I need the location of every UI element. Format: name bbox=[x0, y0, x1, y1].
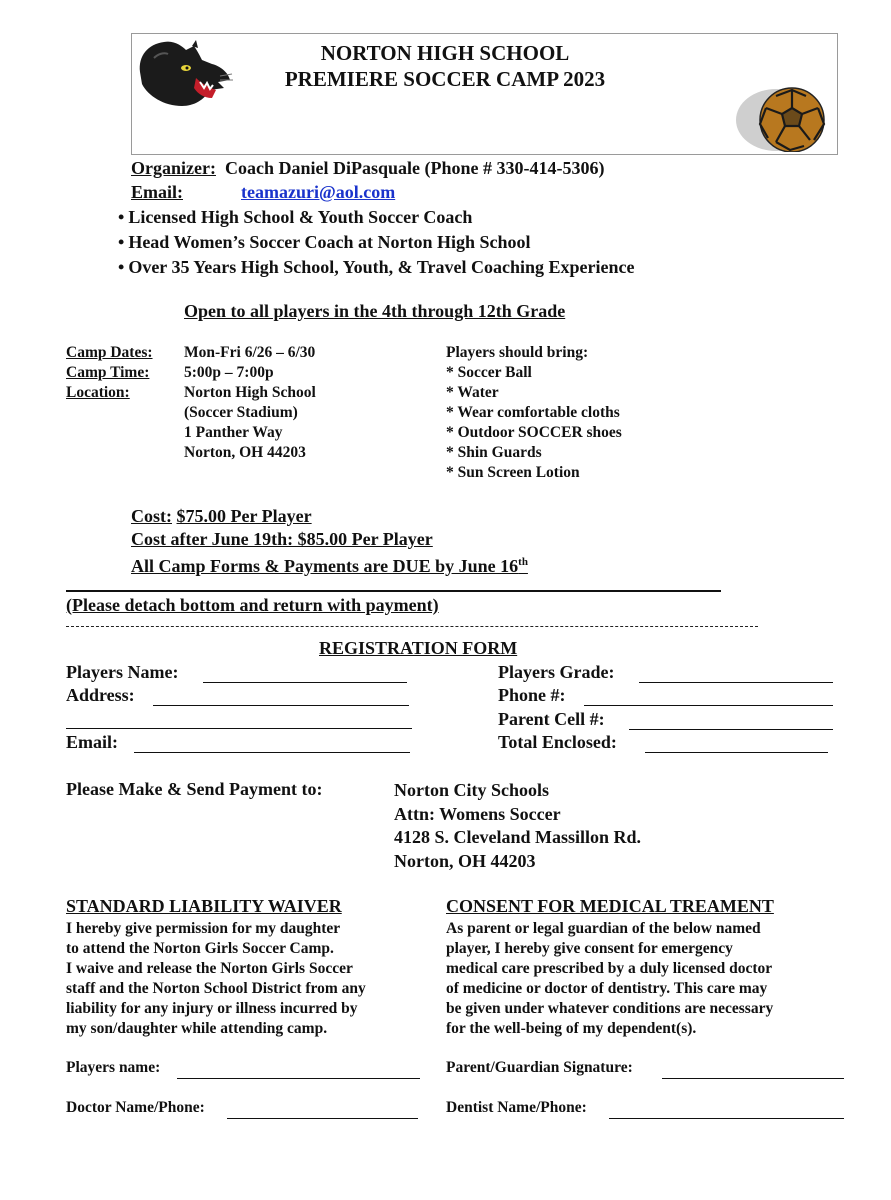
bring-list bbox=[446, 343, 622, 483]
parent-cell-label: Parent Cell #: bbox=[498, 709, 605, 729]
list-item: * Outdoor SOCCER shoes bbox=[446, 424, 622, 441]
address-field[interactable] bbox=[153, 691, 409, 706]
credentials-list bbox=[118, 205, 634, 280]
waiver-players-name-label: Players name: bbox=[66, 1059, 161, 1076]
email-link[interactable] bbox=[241, 182, 395, 203]
doctor-field[interactable] bbox=[227, 1104, 418, 1119]
players-name-label: Players Name: bbox=[66, 662, 179, 682]
camp-labels bbox=[66, 343, 153, 403]
due-text: All Camp Forms & Payments are DUE by June 16 bbox=[131, 556, 519, 576]
payment-label: Please Make & Send Payment to: bbox=[66, 779, 323, 799]
players-grade-field[interactable] bbox=[639, 668, 833, 683]
waiver-players-name-field[interactable] bbox=[177, 1064, 420, 1079]
organizer-value: Coach Daniel DiPasquale (Phone # 330-414-5306) bbox=[224, 158, 605, 178]
open-to-text: Open to all players in the 4th through 12th Grade bbox=[184, 301, 566, 321]
cost-block bbox=[131, 505, 528, 578]
bring-heading: Players should bring: bbox=[446, 344, 589, 361]
title-line-2: PREMIERE SOCCER CAMP 2023 bbox=[284, 67, 606, 91]
waiver-line: staff and the Norton School District from any bbox=[66, 980, 366, 997]
location-line: 1 Panther Way bbox=[184, 424, 283, 441]
consent-line: for the well-being of my dependent(s). bbox=[446, 1020, 697, 1037]
parent-cell-field[interactable] bbox=[629, 715, 833, 730]
payment-address bbox=[394, 779, 641, 873]
list-item: * Shin Guards bbox=[446, 444, 542, 461]
consent-text bbox=[446, 919, 773, 1039]
total-field[interactable] bbox=[645, 738, 828, 753]
email-row bbox=[131, 182, 183, 203]
location-line: (Soccer Stadium) bbox=[184, 404, 298, 421]
waiver-line: I hereby give permission for my daughter bbox=[66, 920, 341, 937]
dentist-field[interactable] bbox=[609, 1104, 844, 1119]
late-cost: Cost after June 19th: $85.00 Per Player bbox=[131, 529, 433, 549]
list-item: * Sun Screen Lotion bbox=[446, 464, 580, 481]
waiver-line: liability for any injury or illness incurred by bbox=[66, 1000, 358, 1017]
location-line: Norton, OH 44203 bbox=[184, 444, 306, 461]
list-item: * Water bbox=[446, 384, 499, 401]
email-form-label: Email: bbox=[66, 732, 118, 752]
cost-label: Cost: bbox=[131, 506, 172, 526]
cost-value: $75.00 Per Player bbox=[176, 506, 312, 526]
cost-row bbox=[131, 505, 528, 528]
guardian-signature-field[interactable] bbox=[662, 1064, 844, 1079]
panther-head-icon bbox=[134, 38, 234, 110]
address-label: Address: bbox=[66, 685, 135, 705]
camp-time-label: Camp Time: bbox=[66, 364, 150, 381]
list-item: • Head Women’s Soccer Coach at Norton High School bbox=[118, 230, 634, 255]
due-sup: th bbox=[518, 556, 528, 568]
waiver-text bbox=[66, 919, 366, 1039]
consent-line: be given under whatever conditions are necessary bbox=[446, 1000, 774, 1017]
phone-field[interactable] bbox=[584, 691, 833, 706]
waiver-line: my son/daughter while attending camp. bbox=[66, 1020, 328, 1037]
email-field[interactable] bbox=[134, 738, 410, 753]
organizer-row bbox=[131, 158, 604, 179]
list-item: • Licensed High School & Youth Soccer Coach bbox=[118, 205, 634, 230]
consent-line: medical care prescribed by a duly licensed doctor bbox=[446, 960, 773, 977]
payment-line: Norton, OH 44203 bbox=[394, 850, 536, 871]
payment-line: Norton City Schools bbox=[394, 780, 550, 800]
doctor-label: Doctor Name/Phone: bbox=[66, 1099, 205, 1116]
waiver-title: STANDARD LIABILITY WAIVER bbox=[66, 896, 342, 916]
phone-label: Phone #: bbox=[498, 685, 566, 705]
dentist-label: Dentist Name/Phone: bbox=[446, 1099, 587, 1116]
location-line: Norton High School bbox=[184, 384, 316, 401]
list-item: * Soccer Ball bbox=[446, 364, 532, 381]
consent-title: CONSENT FOR MEDICAL TREAMENT bbox=[446, 896, 774, 916]
divider-line bbox=[66, 590, 721, 592]
consent-line: player, I hereby give consent for emergency bbox=[446, 940, 733, 957]
soccer-ball-icon bbox=[732, 86, 832, 152]
email-link-text[interactable]: teamazuri@aol.com bbox=[241, 182, 396, 202]
cut-line bbox=[66, 626, 758, 627]
location-label: Location: bbox=[66, 384, 130, 401]
camp-values bbox=[184, 343, 316, 463]
waiver-line: to attend the Norton Girls Soccer Camp. bbox=[66, 940, 334, 957]
payment-line: 4128 S. Cleveland Massillon Rd. bbox=[394, 827, 642, 847]
waiver-line: I waive and release the Norton Girls Soccer bbox=[66, 960, 353, 977]
guardian-signature-label: Parent/Guardian Signature: bbox=[446, 1059, 633, 1076]
page-title bbox=[250, 40, 640, 92]
list-item: * Wear comfortable cloths bbox=[446, 404, 620, 421]
players-grade-label: Players Grade: bbox=[498, 662, 615, 682]
payment-line: Attn: Womens Soccer bbox=[394, 803, 561, 824]
title-line-1: NORTON HIGH SCHOOL bbox=[320, 41, 570, 65]
organizer-label: Organizer: bbox=[131, 158, 216, 178]
total-label: Total Enclosed: bbox=[498, 732, 617, 752]
camp-time: 5:00p – 7:00p bbox=[184, 364, 274, 381]
detach-note: (Please detach bottom and return with payment) bbox=[66, 595, 439, 615]
address-field-2[interactable] bbox=[66, 714, 412, 729]
due-date bbox=[131, 551, 528, 578]
consent-line: As parent or legal guardian of the below named bbox=[446, 920, 761, 937]
camp-dates: Mon-Fri 6/26 – 6/30 bbox=[184, 344, 316, 361]
players-name-field[interactable] bbox=[203, 668, 407, 683]
consent-line: of medicine or doctor of dentistry. This care may bbox=[446, 980, 768, 997]
list-item: • Over 35 Years High School, Youth, & Travel Coaching Experience bbox=[118, 255, 634, 280]
email-label: Email: bbox=[131, 182, 183, 202]
form-title: REGISTRATION FORM bbox=[319, 638, 518, 658]
camp-dates-label: Camp Dates: bbox=[66, 344, 153, 361]
